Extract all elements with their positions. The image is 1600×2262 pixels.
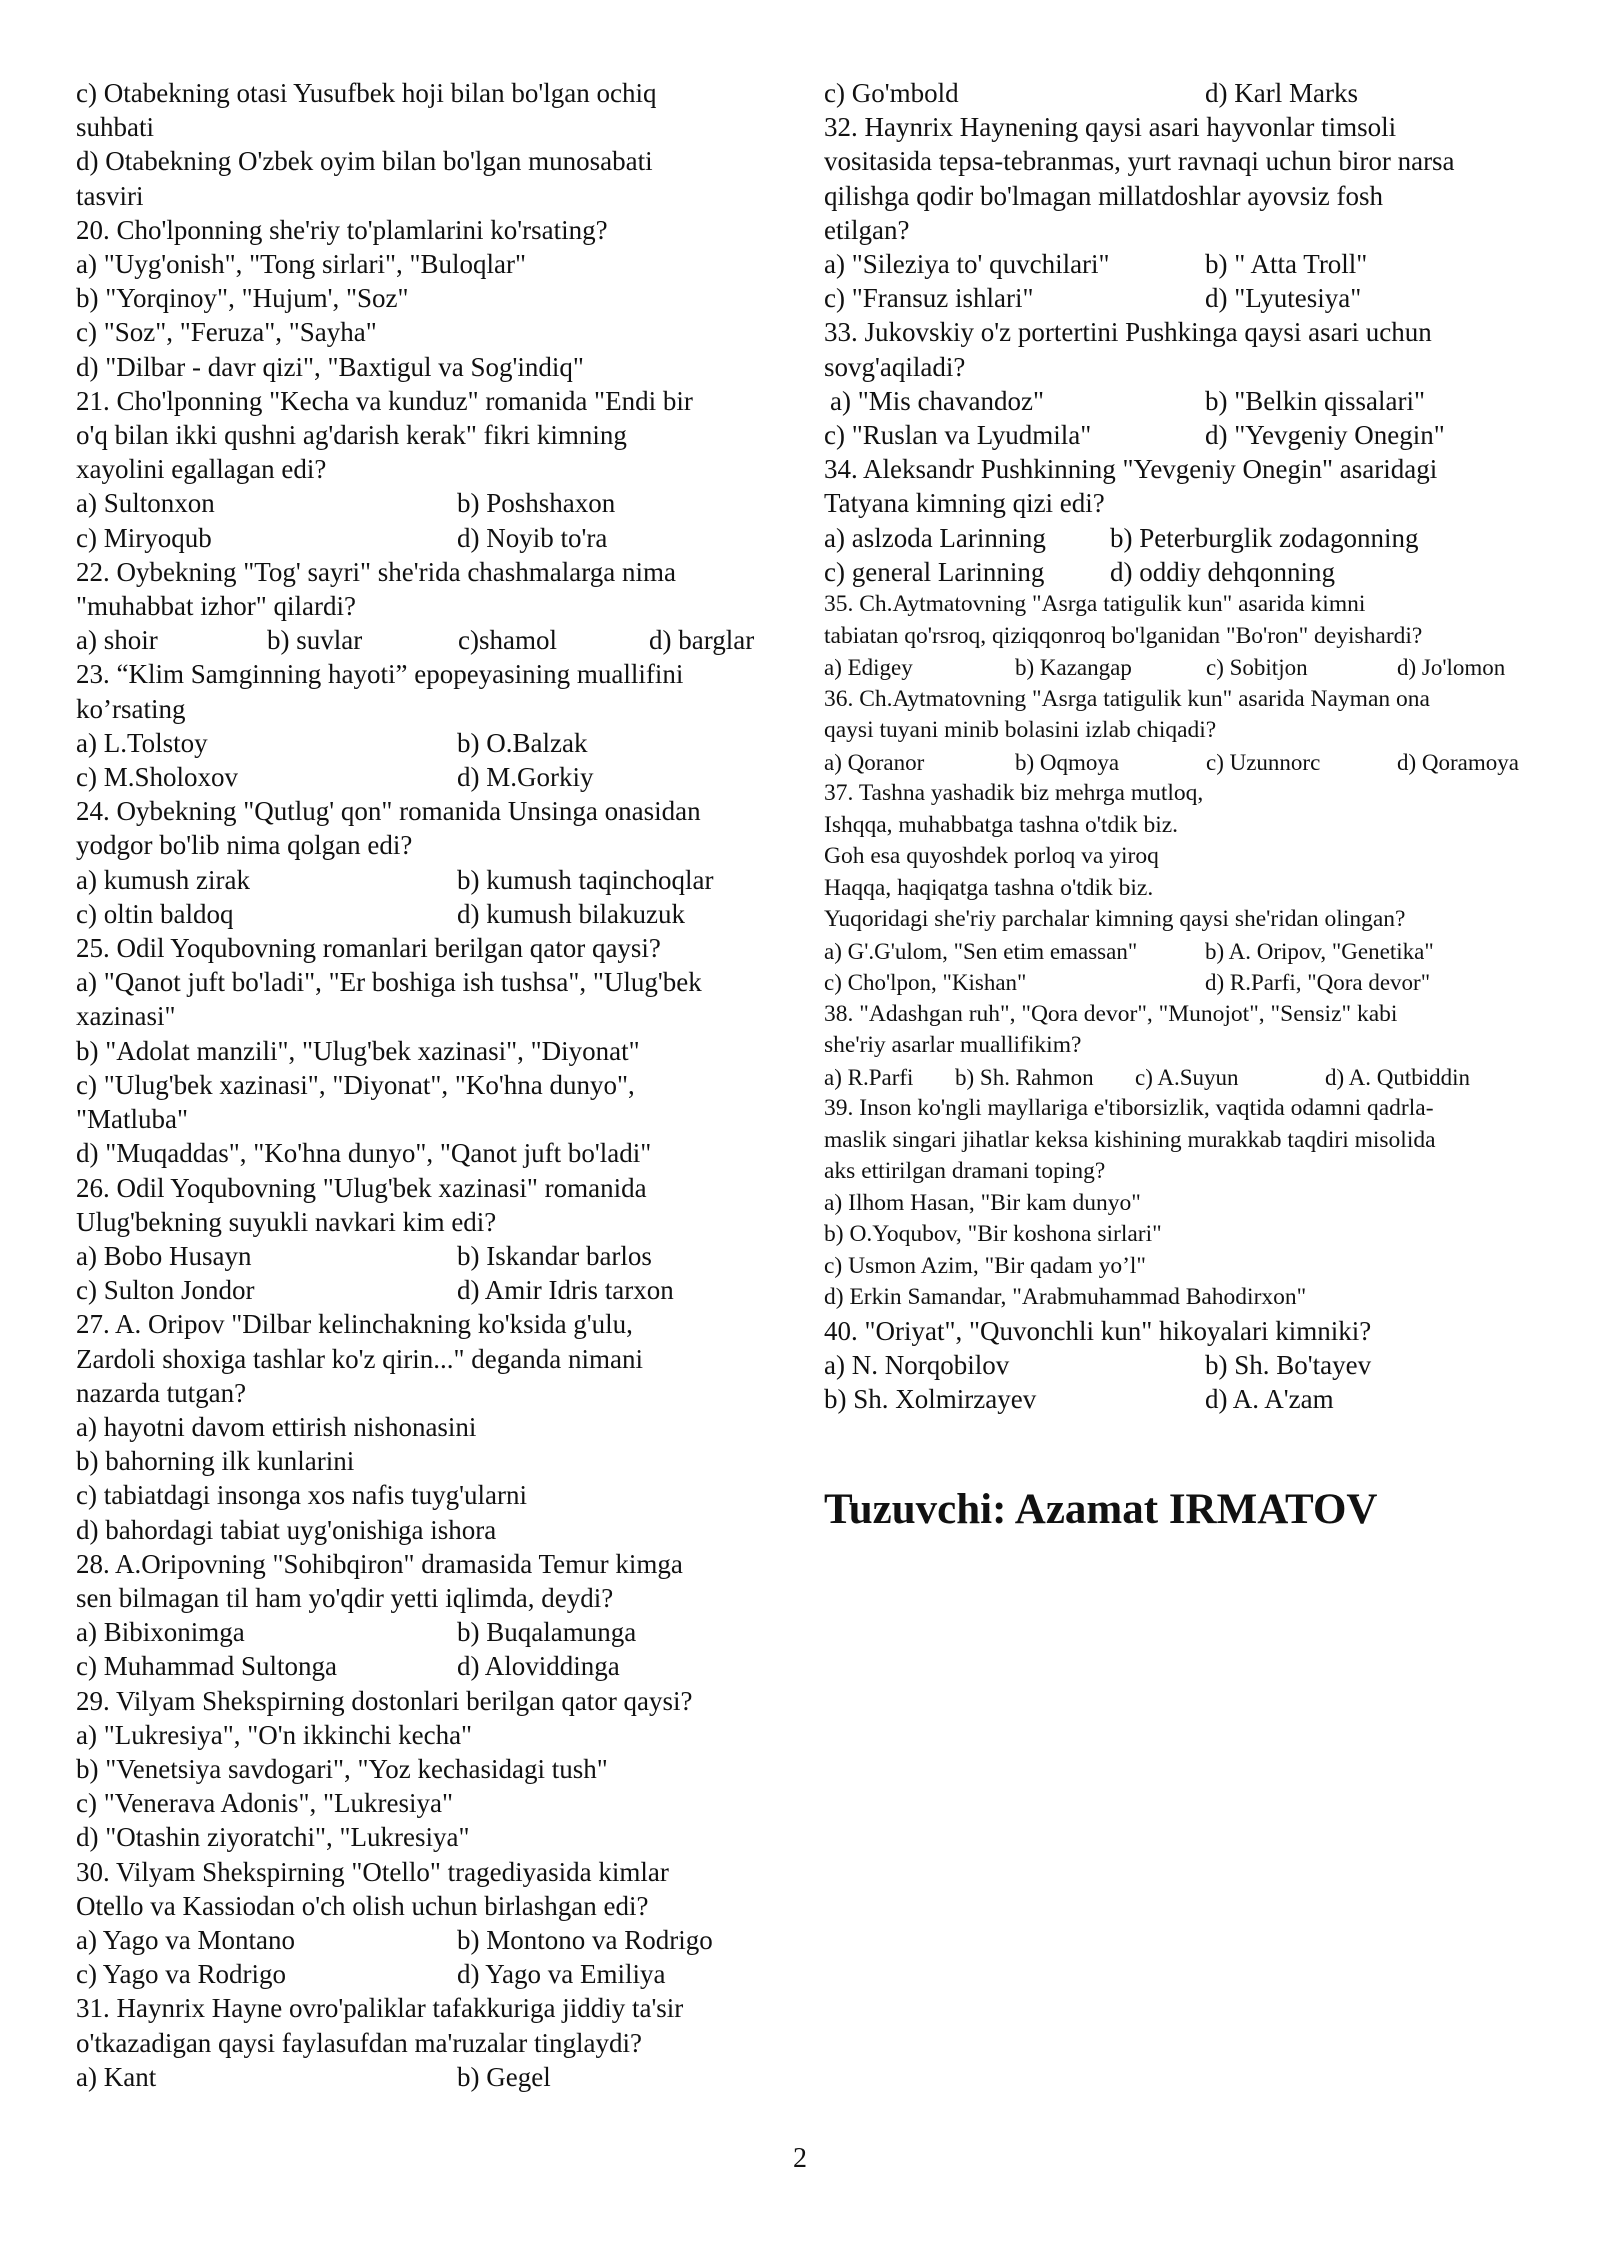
answer-option: d) "Otashin ziyoratchi", "Lukresiya": [76, 1822, 470, 1853]
answer-option: b) "Adolat manzili", "Ulug'bek xazinasi", "Diyonat": [76, 1035, 640, 1066]
answer-option: d) "Dilbar - davr qizi", "Baxtigul va Sog'indiq": [76, 351, 584, 382]
answer-option: a) Bibixonimga: [76, 1617, 245, 1648]
answer-row: [824, 418, 1544, 452]
poem-line: Haqqa, haqiqatga tashna o'tdik biz.: [824, 874, 1154, 901]
answer-option: a) Kant: [76, 2061, 157, 2092]
answer-option: d) "Muqaddas", "Ko'hna dunyo", "Qanot juft bo'ladi": [76, 1138, 652, 1169]
answer-option: a) Qoranor: [824, 749, 925, 775]
answer-option: xazinasi": [76, 1001, 176, 1032]
question-text: nazarda tutgan?: [76, 1377, 247, 1408]
answer-row: [824, 936, 1544, 968]
question-text: aks ettirilgan dramani toping?: [824, 1158, 1106, 1185]
answer-option: d) Aloviddinga: [457, 1651, 620, 1682]
question-34: 34. Aleksandr Pushkinning "Yevgeniy Onegin" asaridagi: [824, 454, 1438, 485]
answer-option: d) A. A'zam: [1205, 1383, 1334, 1414]
answer-option: "Matluba": [76, 1104, 189, 1135]
answer-option: c) Uzunnorc: [1206, 749, 1321, 775]
answer-option: a) kumush zirak: [76, 864, 250, 895]
answer-option: b) suvlar: [267, 625, 363, 656]
answer-row: [76, 1923, 782, 1957]
answer-row: [824, 747, 1544, 779]
answer-row: [76, 2060, 782, 2094]
answer-option: c) Go'mbold: [824, 78, 959, 108]
answer-option: b) Peterburglik zodagonning: [1110, 522, 1419, 553]
question-text: Zardoli shoxiga tashlar ko'z qirin..." deganda nimani: [76, 1343, 643, 1374]
answer-option: a) aslzoda Larinning: [824, 522, 1046, 553]
question-37: 37. Tashna yashadik biz mehrga mutloq,: [824, 780, 1204, 807]
answer-option: c) Sulton Jondor: [76, 1275, 255, 1306]
answer-option: b) O.Balzak: [457, 727, 588, 758]
answer-option: d) Jo'lomon: [1397, 655, 1506, 681]
answer-option: b) " Atta Troll": [1205, 249, 1368, 280]
answer-row: [76, 1615, 782, 1649]
answer-option: b) O.Yoqubov, "Bir koshona sirlari": [824, 1221, 1162, 1248]
answer-option: a) Yago va Montano: [76, 1924, 295, 1955]
answer-option: a) R.Parfi: [824, 1064, 914, 1090]
answer-row: [824, 1382, 1544, 1416]
question-32: 32. Haynrix Haynening qaysi asari hayvonlar timsoli: [824, 112, 1397, 143]
question-text: o'tkazadigan qaysi faylasufdan ma'ruzalar tinglaydi?: [76, 2027, 642, 2058]
answer-option: a) Bobo Husayn: [76, 1240, 252, 1271]
question-23: 23. “Klim Samginning hayoti” epopeyasining muallifini: [76, 659, 684, 690]
answer-option: d) "Lyutesiya": [1205, 283, 1362, 314]
answer-row: [824, 1348, 1544, 1382]
answer-option: b) A. Oripov, "Genetika": [1205, 938, 1434, 964]
answer-row: [824, 281, 1544, 315]
question-28: 28. A.Oripovning "Sohibqiron" dramasida Temur kimga: [76, 1548, 683, 1579]
answer-option: a) G'.G'ulom, "Sen etim emassan": [824, 938, 1138, 964]
text-line: d) Otabekning O'zbek oyim bilan bo'lgan munosabati: [76, 146, 653, 177]
answer-option: a) shoir: [76, 625, 158, 656]
answer-option: a) Edigey: [824, 655, 913, 681]
answer-option: c) tabiatdagi insonga xos nafis tuyg'ularni: [76, 1480, 528, 1511]
answer-row: [824, 967, 1544, 999]
question-text: maslik singari jihatlar keksa kishining murakkab taqdiri misolida: [824, 1126, 1436, 1153]
answer-option: c) "Venerava Adonis", "Lukresiya": [76, 1788, 453, 1819]
question-26: 26. Odil Yoqubovning "Ulug'bek xazinasi" romanida: [76, 1172, 647, 1203]
answer-row: [76, 897, 782, 931]
text-line: suhbati: [76, 112, 154, 143]
question-text: Tatyana kimning qizi edi?: [824, 488, 1105, 519]
answer-row: [76, 1239, 782, 1273]
answer-option: d) Noyib to'ra: [457, 522, 608, 553]
answer-row: [824, 652, 1544, 684]
text-line: tasviri: [76, 180, 144, 211]
answer-option: c) "Ruslan va Lyudmila": [824, 420, 1092, 451]
answer-option: d) barglar: [649, 625, 755, 656]
answer-option: a) "Mis chavandoz": [830, 385, 1044, 416]
question-35: 35. Ch.Aytmatovning "Asrga tatigulik kun" asarida kimni: [824, 591, 1366, 618]
question-text: yodgor bo'lib nima qolgan edi?: [76, 830, 413, 861]
question-text: "muhabbat izhor" qilardi?: [76, 591, 356, 622]
answer-option: a) "Lukresiya", "O'n ikkinchi kecha": [76, 1719, 473, 1750]
answer-option: c)shamol: [458, 625, 557, 656]
page-number: 2: [793, 2143, 807, 2174]
question-21: 21. Cho'lponning "Kecha va kunduz" romanida "Endi bir: [76, 385, 693, 416]
answer-row: [824, 555, 1544, 589]
left-column: [76, 76, 782, 2094]
answer-option: c) Yago va Rodrigo: [76, 1959, 286, 1990]
answer-option: d) kumush bilakuzuk: [457, 898, 685, 929]
question-text: qilishga qodir bo'lmagan millatdoshlar ayovsiz fosh: [824, 180, 1384, 211]
answer-option: c) "Soz", "Feruza", "Sayha": [76, 317, 377, 348]
answer-option: c) general Larinning: [824, 556, 1045, 587]
answer-option: b) Oqmoya: [1015, 749, 1120, 775]
question-text: sovg'aqiladi?: [824, 351, 966, 382]
question-33: 33. Jukovskiy o'z portertini Pushkinga qaysi asari uchun: [824, 317, 1432, 348]
answer-option: d) "Yevgeniy Onegin": [1205, 420, 1445, 451]
answer-option: b) bahorning ilk kunlarini: [76, 1446, 355, 1477]
question-text: she'riy asarlar muallifikim?: [824, 1032, 1082, 1059]
question-38: 38. "Adashgan ruh", "Qora devor", "Munojot", "Sensiz" kabi: [824, 1000, 1398, 1027]
answer-option: c) Usmon Azim, "Bir qadam yo’l": [824, 1252, 1147, 1279]
right-column: [824, 76, 1544, 1416]
answer-row: [824, 1062, 1544, 1094]
answer-option: d) Yago va Emiliya: [457, 1959, 666, 1990]
answer-row: [76, 726, 782, 760]
answer-option: b) kumush taqinchoqlar: [457, 864, 714, 895]
question-24: 24. Oybekning "Qutlug' qon" romanida Unsinga onasidan: [76, 796, 701, 827]
question-text: xayolini egallagan edi?: [76, 454, 327, 485]
answer-row: [76, 1649, 782, 1683]
answer-row: [76, 623, 782, 657]
answer-option: b) "Yorqinoy", "Hujum', "Soz": [76, 283, 409, 314]
question-36: 36. Ch.Aytmatovning "Asrga tatigulik kun" asarida Nayman ona: [824, 685, 1430, 712]
answer-row: [824, 76, 1544, 110]
answer-option: c) M.Sholoxov: [76, 762, 238, 793]
answer-option: b) Buqalamunga: [457, 1617, 637, 1648]
answer-option: a) hayotni davom ettirish nishonasini: [76, 1411, 477, 1442]
answer-option: b) Sh. Bo'tayev: [1205, 1349, 1372, 1380]
answer-row: [76, 760, 782, 794]
question-text: etilgan?: [824, 214, 910, 245]
question-40: 40. "Oriyat", "Quvonchli kun" hikoyalari kimniki?: [824, 1315, 1372, 1346]
answer-option: b) "Venetsiya savdogari", "Yoz kechasidagi tush": [76, 1753, 608, 1784]
question-31: 31. Haynrix Hayne ovro'paliklar tafakkuriga jiddiy ta'sir: [76, 1993, 684, 2024]
answer-row: [824, 247, 1544, 281]
author-credit: Tuzuvchi: Azamat IRMATOV: [824, 1486, 1378, 1533]
answer-option: d) oddiy dehqonning: [1110, 556, 1335, 587]
answer-option: a) N. Norqobilov: [824, 1349, 1010, 1380]
answer-option: d) M.Gorkiy: [457, 762, 594, 793]
answer-option: b) Gegel: [457, 2061, 551, 2092]
answer-option: b) Iskandar barlos: [457, 1240, 652, 1271]
question-text: ko’rsating: [76, 693, 186, 724]
text-line: c) Otabekning otasi Yusufbek hoji bilan bo'lgan ochiq: [76, 78, 657, 108]
answer-option: c) "Fransuz ishlari": [824, 283, 1034, 314]
answer-option: b) Sh. Rahmon: [955, 1064, 1094, 1090]
question-text: o'q bilan ikki qushni ag'darish kerak" fikri kimning: [76, 420, 627, 451]
answer-option: b) Montono va Rodrigo: [457, 1924, 713, 1955]
answer-option: d) Qoramoya: [1397, 749, 1519, 775]
answer-option: d) bahordagi tabiat uyg'onishiga ishora: [76, 1514, 497, 1545]
question-text: sen bilmagan til ham yo'qdir yetti iqlimda, deydi?: [76, 1582, 614, 1613]
answer-option: d) A. Qutbiddin: [1325, 1064, 1471, 1090]
answer-row: [76, 486, 782, 520]
answer-row: [76, 521, 782, 555]
answer-option: c) Miryoqub: [76, 522, 212, 553]
answer-option: a) "Sileziya to' quvchilari": [824, 249, 1110, 280]
question-text: Ulug'bekning suyukli navkari kim edi?: [76, 1206, 497, 1237]
question-20: 20. Cho'lponning she'riy to'plamlarini ko'rsating?: [76, 214, 608, 245]
answer-option: c) A.Suyun: [1135, 1064, 1239, 1090]
answer-option: c) "Ulug'bek xazinasi", "Diyonat", "Ko'hna dunyo",: [76, 1069, 635, 1100]
question-text: Otello va Kassiodan o'ch olish uchun birlashgan edi?: [76, 1890, 649, 1921]
answer-option: a) "Uyg'onish", "Tong sirlari", "Buloqlar": [76, 249, 527, 280]
question-text: tabiatan qo'rsroq, qiziqqonroq bo'lganidan "Bo'ron" deyishardi?: [824, 622, 1423, 649]
answer-option: a) Ilhom Hasan, "Bir kam dunyo": [824, 1189, 1141, 1216]
question-29: 29. Vilyam Shekspirning dostonlari berilgan qator qaysi?: [76, 1685, 693, 1716]
answer-option: c) Cho'lpon, "Kishan": [824, 970, 1027, 996]
poem-line: Ishqqa, muhabbatga tashna o'tdik biz.: [824, 811, 1179, 838]
answer-row: [76, 863, 782, 897]
answer-option: d) R.Parfi, "Qora devor": [1205, 970, 1431, 996]
answer-option: b) Poshshaxon: [457, 488, 616, 519]
answer-option: d) Amir Idris tarxon: [457, 1275, 674, 1306]
answer-option: d) Erkin Samandar, "Arabmuhammad Bahodirxon": [824, 1284, 1307, 1311]
answer-option: b) "Belkin qissalari": [1205, 385, 1426, 416]
answer-option: b) Kazangap: [1015, 655, 1132, 681]
question-text: Yuqoridagi she'riy parchalar kimning qaysi she'ridan olingan?: [824, 906, 1406, 933]
question-22: 22. Oybekning "Tog' sayri" she'rida chashmalarga nima: [76, 556, 676, 587]
answer-option: c) oltin baldoq: [76, 898, 234, 929]
question-30: 30. Vilyam Shekspirning "Otello" tragediyasida kimlar: [76, 1856, 669, 1887]
answer-option: a) Sultonxon: [76, 488, 215, 519]
answer-row: [824, 521, 1544, 555]
question-text: qaysi tuyani minib bolasini izlab chiqadi?: [824, 717, 1217, 744]
answer-option: a) L.Tolstoy: [76, 727, 208, 758]
answer-row: [824, 384, 1544, 418]
question-25: 25. Odil Yoqubovning romanlari berilgan qator qaysi?: [76, 933, 661, 964]
answer-option: a) "Qanot juft bo'ladi", "Er boshiga ish tushsa", "Ulug'bek: [76, 967, 702, 998]
answer-option: b) Sh. Xolmirzayev: [824, 1383, 1037, 1414]
answer-row: [76, 1957, 782, 1991]
question-27: 27. A. Oripov "Dilbar kelinchakning ko'ksida g'ulu,: [76, 1309, 633, 1340]
answer-option: c) Sobitjon: [1206, 655, 1308, 681]
question-39: 39. Inson ko'ngli mayllariga e'tiborsizlik, vaqtida odamni qadrla-: [824, 1095, 1434, 1122]
answer-row: [76, 1273, 782, 1307]
poem-line: Goh esa quyoshdek porloq va yiroq: [824, 843, 1159, 870]
answer-option: c) Muhammad Sultonga: [76, 1651, 337, 1682]
question-text: vositasida tepsa-tebranmas, yurt ravnaqi uchun biror narsa: [824, 146, 1455, 177]
answer-option: d) Karl Marks: [1205, 78, 1358, 108]
